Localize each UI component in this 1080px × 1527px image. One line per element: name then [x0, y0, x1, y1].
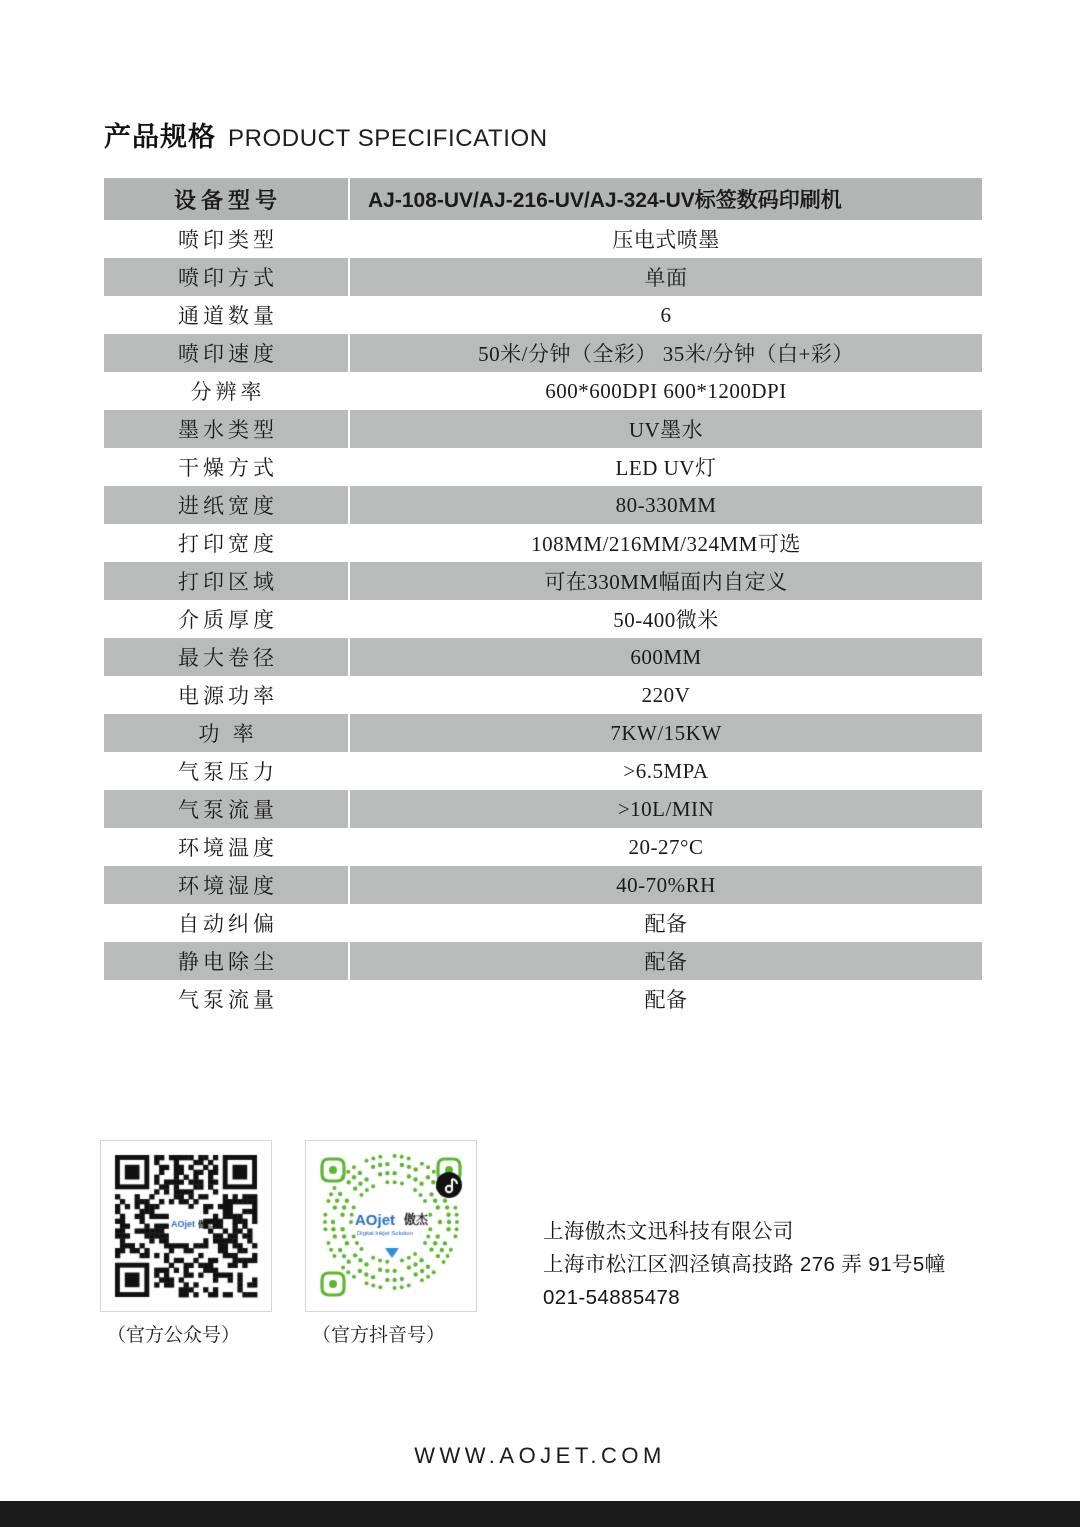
qr-code-wechat	[100, 1140, 272, 1312]
table-cell-value: 600MM	[349, 638, 982, 676]
table-cell-label: 干燥方式	[104, 448, 349, 486]
table-row	[104, 562, 982, 600]
table-cell-value: 7KW/15KW	[349, 714, 982, 752]
table-row	[104, 372, 982, 410]
table-cell-value: 配备	[349, 942, 982, 980]
table-cell-label: 环境温度	[104, 828, 349, 866]
table-cell-label: 电源功率	[104, 676, 349, 714]
table-row	[104, 980, 982, 1018]
table-cell-label: 介质厚度	[104, 600, 349, 638]
table-cell-value: >6.5MPA	[349, 752, 982, 790]
table-row	[104, 220, 982, 258]
table-row	[104, 296, 982, 334]
table-row	[104, 448, 982, 486]
table-cell-value: AJ-108-UV/AJ-216-UV/AJ-324-UV标签数码印刷机	[349, 178, 982, 220]
table-row	[104, 676, 982, 714]
table-row	[104, 258, 982, 296]
table-cell-label: 静电除尘	[104, 942, 349, 980]
company-phone: 021-54885478	[543, 1286, 681, 1310]
qr-caption-douyin: （官方抖音号）	[312, 1325, 446, 1346]
table-cell-label: 设备型号	[104, 178, 349, 220]
company-address: 上海市松江区泗泾镇高技路 276 弄 91号5幢	[543, 1253, 946, 1277]
table-cell-value: 20-27°C	[349, 828, 982, 866]
table-cell-label: 环境湿度	[104, 866, 349, 904]
specification-table	[104, 178, 982, 1018]
table-cell-label: 喷印速度	[104, 334, 349, 372]
table-row	[104, 410, 982, 448]
page-title-en: PRODUCT SPECIFICATION	[228, 125, 548, 152]
table-cell-value: 压电式喷墨	[349, 220, 982, 258]
table-cell-label: 喷印方式	[104, 258, 349, 296]
table-cell-label: 进纸宽度	[104, 486, 349, 524]
table-row	[104, 866, 982, 904]
table-row	[104, 752, 982, 790]
table-row	[104, 524, 982, 562]
table-cell-value: 50米/分钟（全彩） 35米/分钟（白+彩）	[349, 334, 982, 372]
table-row	[104, 904, 982, 942]
footer-website: WWW.AOJET.COM	[414, 1443, 666, 1468]
table-cell-value: 220V	[349, 676, 982, 714]
table-cell-value: 50-400微米	[349, 600, 982, 638]
table-cell-label: 打印区域	[104, 562, 349, 600]
table-cell-label: 墨水类型	[104, 410, 349, 448]
table-cell-value: UV墨水	[349, 410, 982, 448]
table-cell-label: 气泵流量	[104, 980, 349, 1018]
table-row	[104, 714, 982, 752]
table-cell-value: 配备	[349, 980, 982, 1018]
table-cell-value: 600*600DPI 600*1200DPI	[349, 372, 982, 410]
page-title-cn: 产品规格	[104, 122, 216, 152]
table-cell-label: 自动纠偏	[104, 904, 349, 942]
table-row	[104, 638, 982, 676]
table-cell-value: 108MM/216MM/324MM可选	[349, 524, 982, 562]
qr-code-douyin	[305, 1140, 477, 1312]
company-name: 上海傲杰文迅科技有限公司	[543, 1220, 794, 1243]
table-row	[104, 828, 982, 866]
table-row	[104, 600, 982, 638]
table-row	[104, 790, 982, 828]
table-row	[104, 178, 982, 220]
table-cell-label: 最大卷径	[104, 638, 349, 676]
footer-bar	[0, 1501, 1080, 1527]
table-cell-label: 打印宽度	[104, 524, 349, 562]
table-row	[104, 334, 982, 372]
table-cell-value: LED UV灯	[349, 448, 982, 486]
table-cell-value: 单面	[349, 258, 982, 296]
table-cell-label: 通道数量	[104, 296, 349, 334]
table-cell-label: 功 率	[104, 714, 349, 752]
table-row	[104, 486, 982, 524]
qr-caption-wechat: （官方公众号）	[107, 1325, 241, 1346]
table-cell-value: 6	[349, 296, 982, 334]
table-cell-value: 80-330MM	[349, 486, 982, 524]
table-cell-label: 气泵流量	[104, 790, 349, 828]
table-cell-label: 喷印类型	[104, 220, 349, 258]
company-info	[543, 1215, 946, 1315]
page-title	[104, 115, 548, 154]
table-cell-label: 分辨率	[104, 372, 349, 410]
table-cell-value: 40-70%RH	[349, 866, 982, 904]
table-cell-label: 气泵压力	[104, 752, 349, 790]
table-cell-value: >10L/MIN	[349, 790, 982, 828]
table-cell-value: 可在330MM幅面内自定义	[349, 562, 982, 600]
table-row	[104, 942, 982, 980]
table-cell-value: 配备	[349, 904, 982, 942]
